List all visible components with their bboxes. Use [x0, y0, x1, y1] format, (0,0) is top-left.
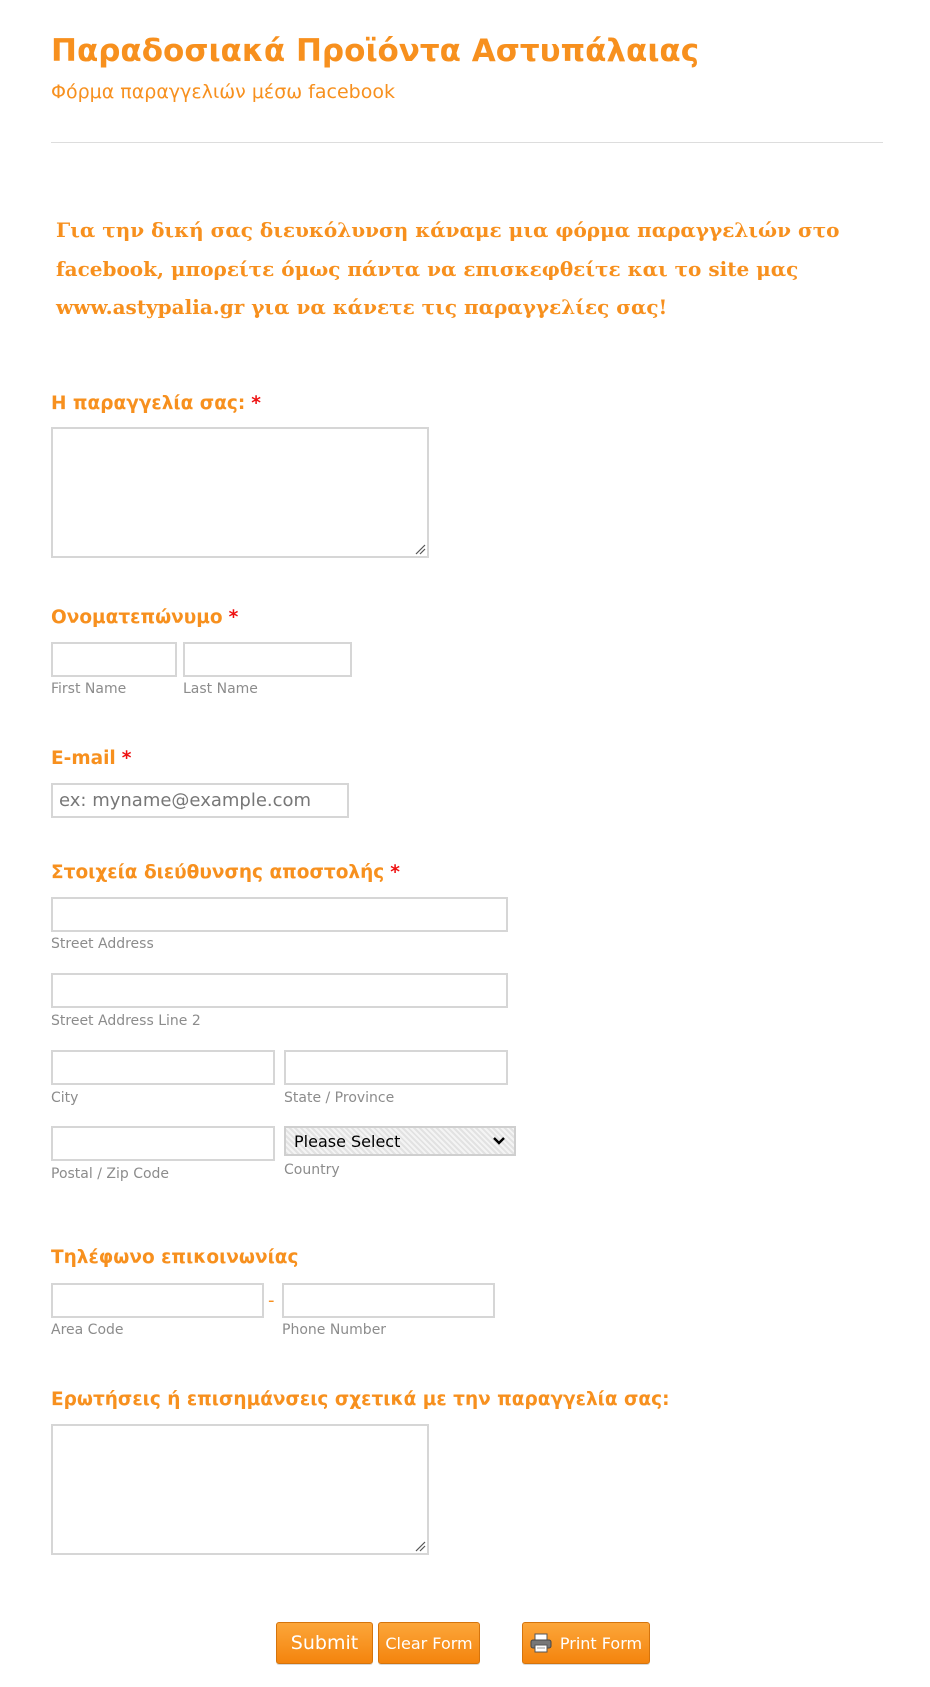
city-input[interactable]: [51, 1050, 275, 1085]
required-asterisk: *: [390, 862, 400, 883]
form-subtitle: Φόρμα παραγγελιών μέσω facebook: [51, 81, 395, 103]
country-select[interactable]: [284, 1126, 516, 1156]
area-code-input[interactable]: [51, 1283, 264, 1318]
order-label-text: Η παραγγελία σας:: [51, 393, 246, 414]
first-name-sublabel: First Name: [51, 681, 127, 697]
city-sublabel: City: [51, 1090, 79, 1106]
phone-label: Τηλέφωνο επικοινωνίας: [51, 1247, 299, 1268]
questions-textarea[interactable]: [51, 1424, 429, 1555]
resize-grip-icon[interactable]: [414, 543, 426, 555]
street-address-line2-sublabel: Street Address Line 2: [51, 1013, 201, 1029]
chevron-down-icon: [492, 1136, 506, 1146]
email-label-text: E-mail: [51, 748, 116, 769]
postal-code-input[interactable]: [51, 1126, 275, 1161]
printer-icon: [530, 1633, 552, 1653]
address-label: [51, 862, 400, 883]
address-label-text: Στοιχεία διεύθυνσης αποστολής: [51, 862, 385, 883]
first-name-input[interactable]: [51, 642, 177, 677]
phone-separator: -: [268, 1290, 275, 1311]
order-textarea[interactable]: [51, 427, 429, 558]
resize-grip-icon[interactable]: [414, 1540, 426, 1552]
form-title: Παραδοσιακά Προϊόντα Αστυπάλαιας: [51, 33, 700, 69]
intro-text: Για την δική σας διευκόλυνση κάναμε μια φόρμα παραγγελιών στο facebook, μπορείτε όμως πάντα να επισκεφθείτε και το site μας www.astypalia.gr για να κάνετε τις παραγγελίες σας!: [56, 218, 840, 319]
name-label-text: Ονοματεπώνυμο: [51, 607, 223, 628]
name-label: [51, 607, 238, 628]
phone-number-input[interactable]: [282, 1283, 495, 1318]
postal-code-sublabel: Postal / Zip Code: [51, 1166, 170, 1182]
street-address-input[interactable]: [51, 897, 508, 932]
header-divider: [51, 142, 883, 143]
country-selected-value: Please Select: [294, 1131, 401, 1151]
state-sublabel: State / Province: [284, 1090, 395, 1106]
print-form-button[interactable]: [522, 1622, 650, 1664]
email-input[interactable]: [51, 783, 349, 818]
state-input[interactable]: [284, 1050, 508, 1085]
required-asterisk: *: [228, 607, 239, 628]
last-name-sublabel: Last Name: [183, 681, 258, 697]
country-sublabel: Country: [284, 1162, 340, 1178]
required-asterisk: *: [251, 393, 261, 414]
street-address-line2-input[interactable]: [51, 973, 508, 1008]
submit-button[interactable]: Submit: [276, 1622, 373, 1664]
email-label: [51, 748, 131, 769]
clear-form-button[interactable]: Clear Form: [378, 1622, 480, 1664]
print-form-label: Print Form: [559, 1633, 643, 1653]
questions-label: Ερωτήσεις ή επισημάνσεις σχετικά με την παραγγελία σας:: [51, 1389, 670, 1410]
area-code-sublabel: Area Code: [51, 1322, 124, 1338]
street-address-sublabel: Street Address: [51, 936, 154, 952]
order-label: [51, 393, 261, 414]
phone-number-sublabel: Phone Number: [282, 1322, 387, 1338]
required-asterisk: *: [121, 748, 132, 769]
last-name-input[interactable]: [183, 642, 352, 677]
